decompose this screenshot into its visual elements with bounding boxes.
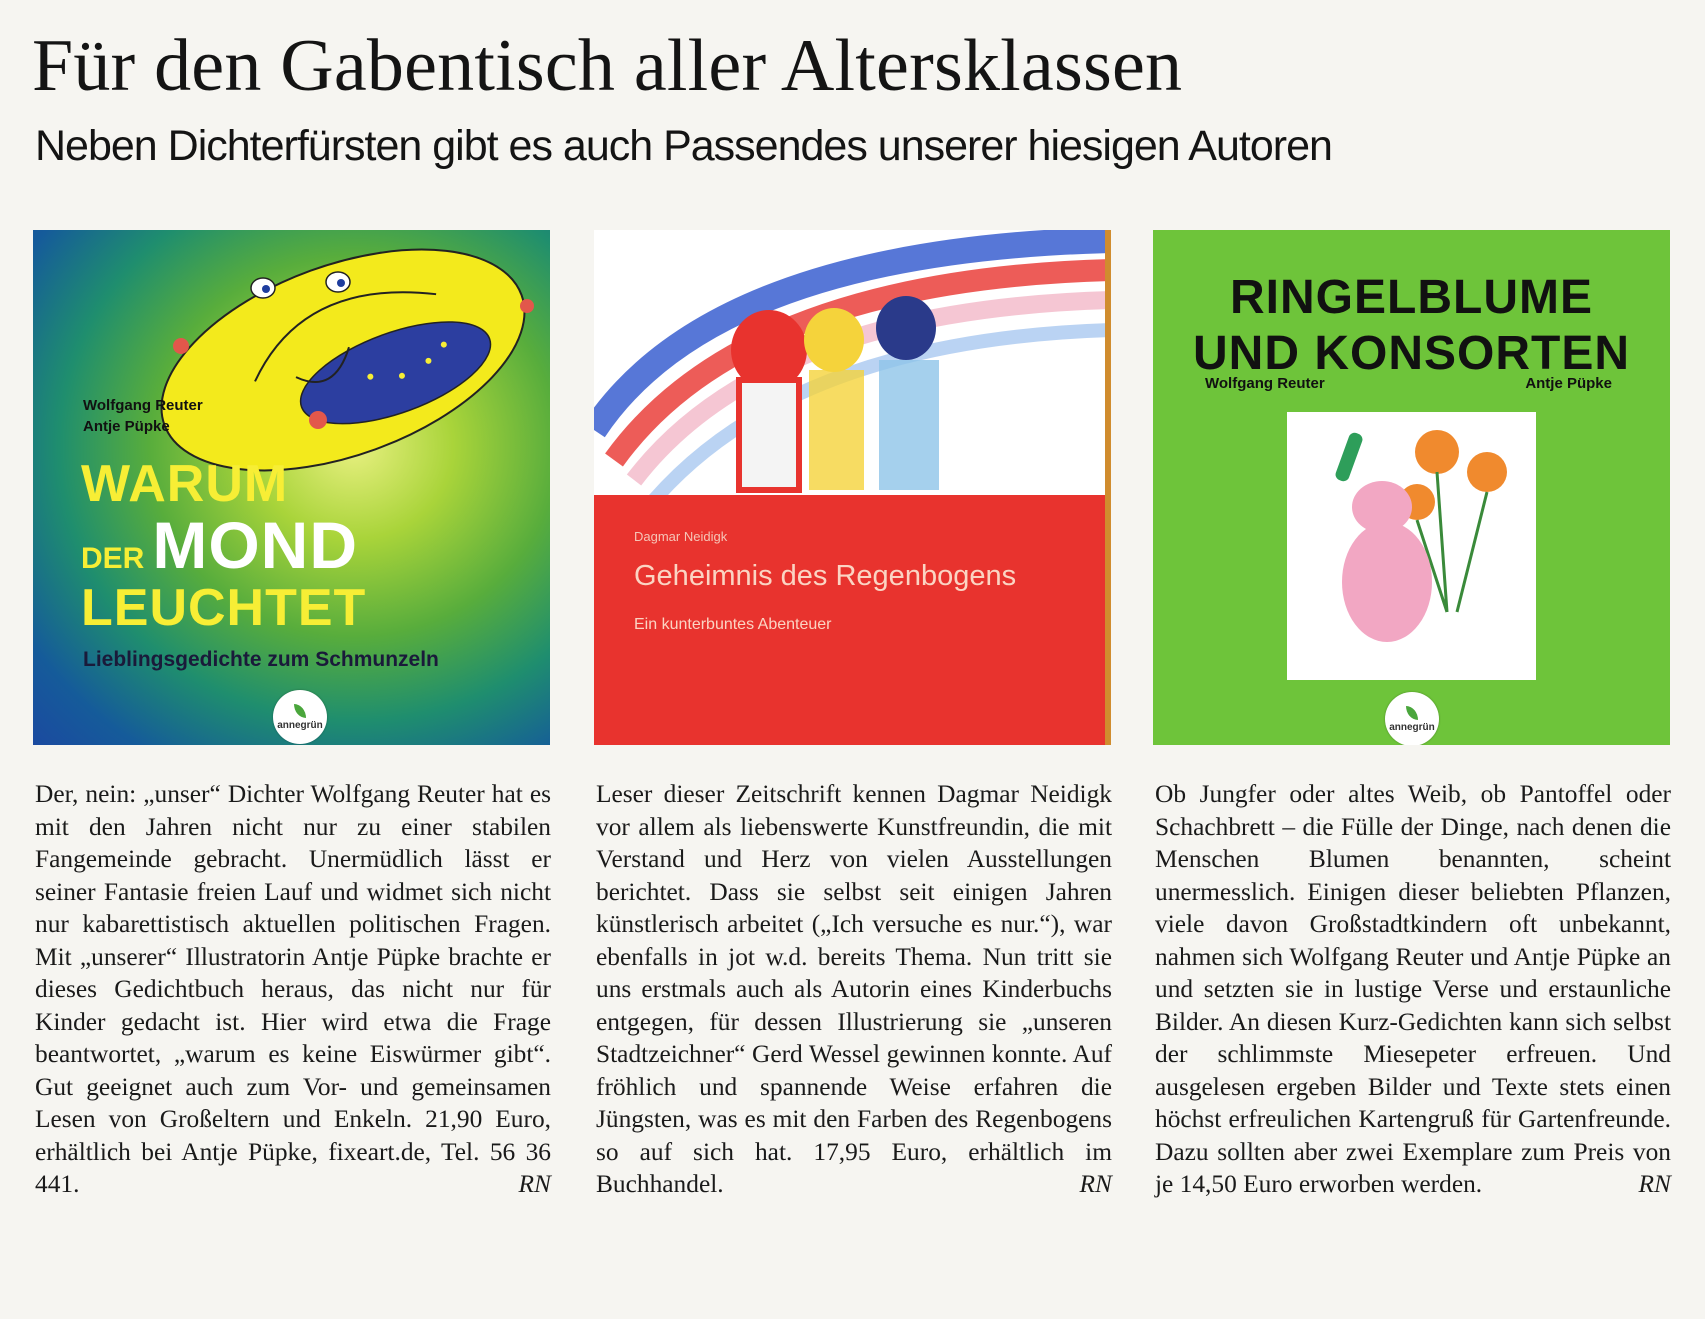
cover3-title-line1: RINGELBLUME	[1230, 271, 1593, 324]
cover3-illustration-frame	[1287, 412, 1536, 680]
leaf-icon	[294, 704, 306, 718]
cover1-title	[81, 455, 367, 637]
cover1-title-line1: WARUM	[81, 455, 289, 513]
cover2-title-band	[594, 495, 1111, 745]
cover3-author-left: Wolfgang Reuter	[1205, 375, 1325, 392]
column-text: Der, nein: „unser“ Dichter Wolfgang Reuter hat es mit den Jahren nicht nur zu einer stabilen Fangemeinde gebracht. Unermüdlich lässt er seiner Fantasie freien Lauf und widmet sich nicht nur kabarettistisch aktuellen politischen Fragen. Mit „unserer“ Illustratorin Antje Püpke brachte er dieses Gedichtbuch heraus, das nicht nur für Kinder gedacht ist. Hier wird etwa die Frage beantwortet, „warum es keine Eiswürmer gibt“. Gut geeignet auch zum Vor- und gemeinsamen Lesen von Großeltern und Enkeln. 21,90 Euro, erhältlich bei Antje Püpke, fixeart.de, Tel. 56 36 441.	[35, 780, 551, 1198]
author-signature: RN	[518, 1170, 551, 1198]
author-signature: RN	[1079, 1170, 1112, 1198]
cover2-subtitle: Ein kunterbuntes Abenteuer	[634, 616, 832, 633]
cover3-title	[1153, 270, 1670, 382]
cover1-title-line3: LEUCHTET	[81, 579, 367, 637]
subheadline: Neben Dichterfürsten gibt es auch Passendes unserer hiesigen Autoren	[35, 122, 1332, 170]
headline: Für den Gabentisch aller Altersklassen	[32, 25, 1183, 107]
cover2-title: Geheimnis des Regenbogens	[634, 560, 1017, 592]
book-cover-geheimnis-des-regenbogens	[594, 230, 1111, 745]
column-text: Leser dieser Zeitschrift kennen Dagmar Neidigk vor allem als liebenswerte Kunstfreundin, die mit Verstand und Herz von vielen Ausstellungen berichtet. Dass sie selbst seit einigen Jahren künstlerisch arbeitet („Ich versuche es nur.“), war ebenfalls in jot w.d. bereits Thema. Nun tritt sie uns erstmals auch als Autorin eines Kinderbuchs entgegen, für dessen Illustrierung sie „unseren Stadtzeichner“ Gerd Wessel gewinnen konnte. Auf fröhlich und spannende Weise erfahren die Jüngsten, was es mit den Farben des Regenbogens so auf sich hat. 17,95 Euro, erhältlich im Buchhandel.	[596, 780, 1112, 1198]
publisher-name: annegrün	[277, 719, 323, 731]
cover2-spine-edge	[1105, 230, 1111, 745]
leaf-icon	[1406, 706, 1418, 720]
rainbow-illustration	[594, 230, 1111, 500]
article-column-1	[35, 778, 551, 1201]
publisher-name: annegrün	[1389, 721, 1435, 733]
cover3-title-line2: UND KONSORTEN	[1192, 327, 1630, 380]
cover1-authors	[83, 395, 203, 437]
publisher-logo	[273, 690, 327, 744]
cover3-author-right: Antje Püpke	[1525, 375, 1612, 392]
column-text: Ob Jungfer oder altes Weib, ob Pantoffel oder Schachbrett – die Fülle der Dinge, nach denen die Menschen Blumen benannten, scheint unermesslich. Einigen dieser beliebten Pflanzen, viele davon Großstadtkindern oft unbekannt, nahmen sich Wolfgang Reuter und Antje Püpke an und setzten sie in lustige Verse und erstaunliche Bilder. An diesen Kurz-Gedichten kann sich selbst der schlimmste Miesepeter erfreuen. Und ausgelesen ergeben Bilder und Texte stets einen höchst erfreulichen Kartengruß für Gartenfreunde. Dazu sollten aber zwei Exemplare zum Preis von je 14,50 Euro erworben werden.	[1155, 780, 1671, 1198]
article-column-2	[596, 778, 1112, 1201]
cover1-title-der: DER	[81, 542, 145, 575]
author-signature: RN	[1638, 1170, 1671, 1198]
book-cover-ringelblume-und-konsorten	[1153, 230, 1670, 745]
pig-with-flowers-illustration	[1287, 412, 1536, 680]
cover1-subtitle: Lieblingsgedichte zum Schmunzeln	[83, 648, 439, 671]
cover2-author: Dagmar Neidigk	[634, 529, 728, 544]
article-column-3	[1155, 778, 1671, 1201]
cover1-author-2: Antje Püpke	[83, 418, 170, 435]
cover1-author-1: Wolfgang Reuter	[83, 397, 203, 414]
publisher-logo	[1385, 692, 1439, 745]
cover1-title-mond: MOND	[152, 508, 358, 582]
book-cover-warum-der-mond-leuchtet	[33, 230, 550, 745]
